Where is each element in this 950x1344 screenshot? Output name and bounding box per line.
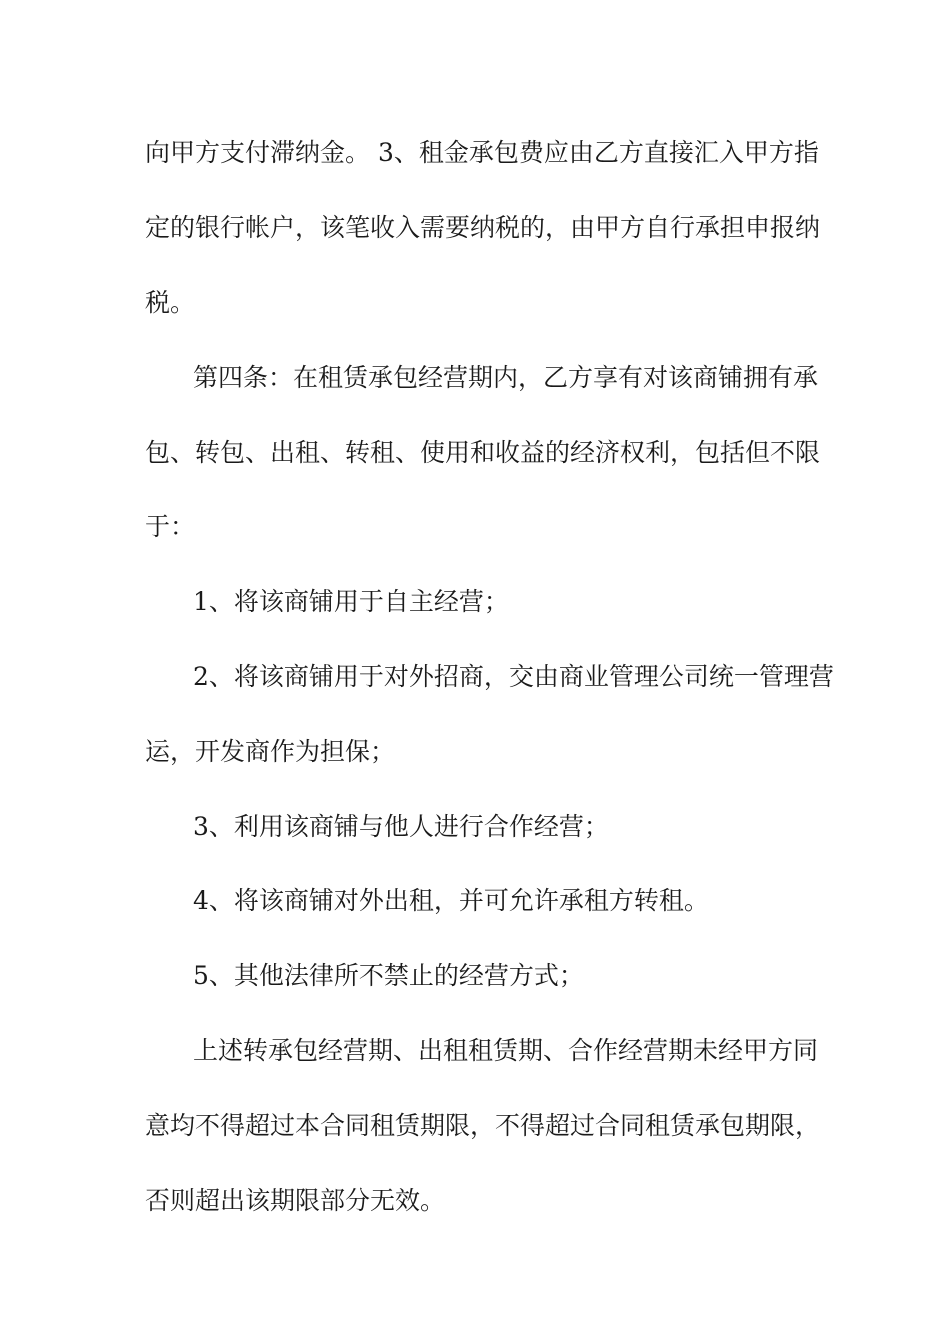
text-line-1: 向甲方支付滞纳金。 3、租金承包费应由乙方直接汇入甲方指 — [145, 138, 819, 167]
text-line-3: 税。 — [145, 288, 196, 317]
text-line-7: 1、将该商铺用于自主经营； — [193, 587, 509, 616]
text-line-13: 上述转承包经营期、出租租赁期、合作经营期未经甲方同 — [193, 1036, 819, 1065]
text-line-11: 4、将该商铺对外出租，并可允许承租方转租。 — [193, 886, 709, 915]
text-line-8: 2、将该商铺用于对外招商，交由商业管理公司统一管理营 — [193, 662, 834, 691]
text-line-10: 3、利用该商铺与他人进行合作经营； — [193, 812, 609, 841]
text-line-9: 运，开发商作为担保； — [145, 737, 396, 766]
text-line-4: 第四条：在租赁承包经营期内，乙方享有对该商铺拥有承 — [193, 363, 819, 392]
text-line-15: 否则超出该期限部分无效。 — [145, 1186, 446, 1215]
text-line-12: 5、其他法律所不禁止的经营方式； — [193, 961, 584, 990]
text-line-14: 意均不得超过本合同租赁期限，不得超过合同租赁承包期限， — [145, 1111, 821, 1140]
text-line-5: 包、转包、出租、转租、使用和收益的经济权利，包括但不限 — [145, 438, 821, 467]
text-line-6: 于： — [145, 512, 196, 541]
text-line-2: 定的银行帐户，该笔收入需要纳税的，由甲方自行承担申报纳 — [145, 213, 821, 242]
